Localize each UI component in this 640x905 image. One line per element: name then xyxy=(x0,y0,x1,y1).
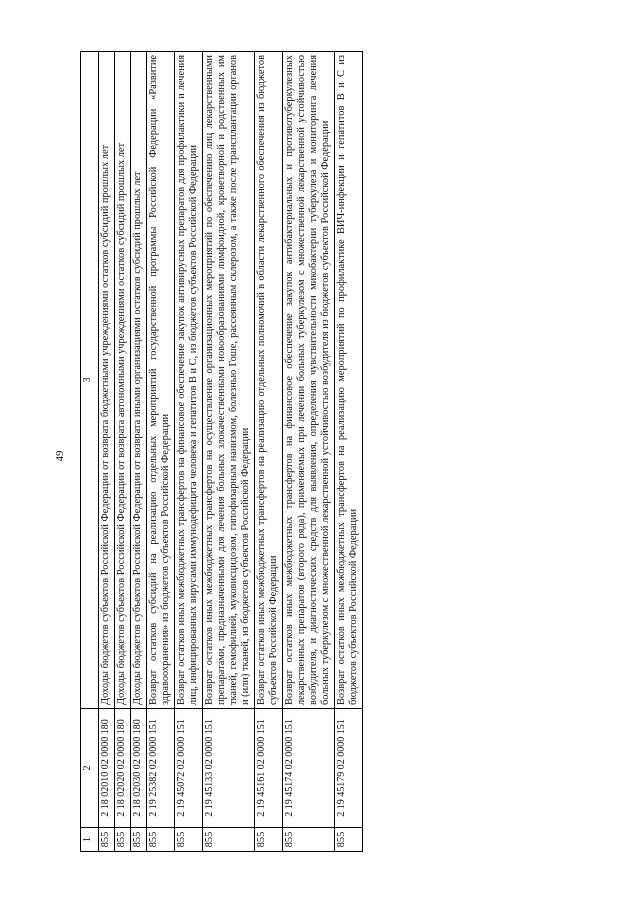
table-row xyxy=(99,52,115,852)
table-row xyxy=(131,52,147,852)
table-row xyxy=(175,52,203,852)
admin-code-cell: 855 xyxy=(335,828,363,852)
table-row xyxy=(255,52,283,852)
rotated-page-content xyxy=(80,52,543,852)
description-cell: Доходы бюджетов субъектов Российской Федерации от возврата автономными учреждениями остатков субсидий прошлых лет xyxy=(115,52,131,709)
revenue-codes-table xyxy=(80,51,363,852)
admin-code-cell: 855 xyxy=(147,828,175,852)
admin-code-cell: 855 xyxy=(175,828,203,852)
budget-code-cell: 2 19 45179 02 0000 151 xyxy=(335,709,363,828)
description-cell: Возврат остатков иных межбюджетных трансфертов на финансовое обеспечение закупок антивирусных препаратов для профилактики и лечения лиц, инфицированных вирусами иммунодефицита человека и гепатитов B и C, из бюджетов субъектов Российской Федерации xyxy=(175,52,203,709)
column-header-2: 2 xyxy=(81,709,99,828)
table-row xyxy=(283,52,335,852)
admin-code-cell: 855 xyxy=(131,828,147,852)
budget-code-cell: 2 18 02030 02 0000 180 xyxy=(131,709,147,828)
column-header-1: 1 xyxy=(81,828,99,852)
column-header-3: 3 xyxy=(81,52,99,709)
budget-code-cell: 2 19 45133 02 0000 151 xyxy=(203,709,255,828)
description-cell: Возврат остатков субсидий на реализацию отдельных мероприятий государственной программы Российской Федерации «Развитие здравоохранения» из бюджетов субъектов Российской Федерации xyxy=(147,52,175,709)
description-cell: Возврат остатков иных межбюджетных трансфертов на осуществление организационных мероприятий по обеспечению лиц лекарственными препаратами, предназначенными для лечения больных злокачественными новообразованиями лимфоидной, кроветворной и родственных им тканей, гемофилией, муковисцидозом, гипофизарным нанизмом, болезнью Гоше, рассеянным склерозом, а также после трансплантации органов и (или) тканей, из бюджетов субъектов Российской Федерации xyxy=(203,52,255,709)
description-cell: Доходы бюджетов субъектов Российской Федерации от возврата иными организациями остатков субсидий прошлых лет xyxy=(131,52,147,709)
table-header-row xyxy=(81,52,99,852)
table-body xyxy=(99,52,363,852)
admin-code-cell: 855 xyxy=(255,828,283,852)
admin-code-cell: 855 xyxy=(283,828,335,852)
table-row xyxy=(335,52,363,852)
budget-code-cell: 2 19 45174 02 0000 151 xyxy=(283,709,335,828)
admin-code-cell: 855 xyxy=(203,828,255,852)
admin-code-cell: 855 xyxy=(99,828,115,852)
description-cell: Возврат остатков иных межбюджетных трансфертов на реализацию мероприятий по профилактике ВИЧ-инфекции и гепатитов B и C из бюджетов субъектов Российской Федерации xyxy=(335,52,363,709)
page-number: 49 xyxy=(54,450,66,462)
budget-code-cell: 2 19 45072 02 0000 151 xyxy=(175,709,203,828)
description-cell: Возврат остатков иных межбюджетных трансфертов на финансовое обеспечение закупок антибактериальных и противотуберкулезных лекарственных препаратов (второго ряда), применяемых при лечении больных туберкулезом с множественной лекарственной устойчивостью возбудителя, и диагностических средств для выявления, определения чувствительности микобактерии туберкулеза и мониторинга лечения больных туберкулезом с множественной лекарственной устойчивостью возбудителя из бюджетов субъектов Российской Федерации xyxy=(283,52,335,709)
budget-code-cell: 2 19 45161 02 0000 151 xyxy=(255,709,283,828)
budget-code-cell: 2 18 02020 02 0000 180 xyxy=(115,709,131,828)
description-cell: Доходы бюджетов субъектов Российской Федерации от возврата бюджетными учреждениями остатков субсидий прошлых лет xyxy=(99,52,115,709)
table-row xyxy=(203,52,255,852)
budget-code-cell: 2 19 25382 02 0000 151 xyxy=(147,709,175,828)
table-row xyxy=(147,52,175,852)
description-cell: Возврат остатков иных межбюджетных трансфертов на реализацию отдельных полномочий в области лекарственного обеспечения из бюджетов субъектов Российской Федерации xyxy=(255,52,283,709)
admin-code-cell: 855 xyxy=(115,828,131,852)
budget-code-cell: 2 18 02010 02 0000 180 xyxy=(99,709,115,828)
table-row xyxy=(115,52,131,852)
